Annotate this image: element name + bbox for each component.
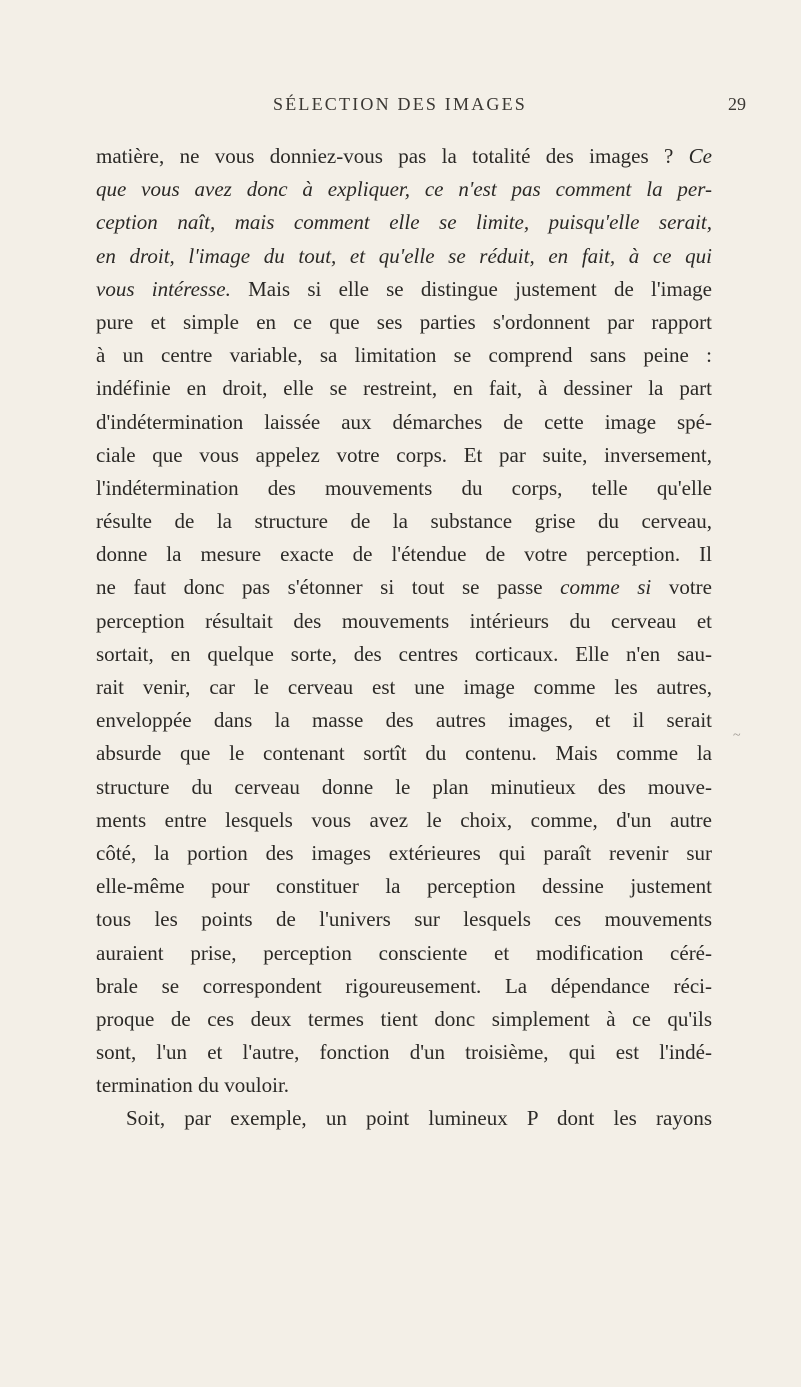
text-line: ception naît, mais comment elle se limite, puisqu'elle serait, <box>96 210 712 235</box>
text-line: rait venir, car le cerveau est une image comme les autres, <box>96 675 712 699</box>
text-line: structure du cerveau donne le plan minutieux des mouve- <box>96 774 712 799</box>
text-line: côté, la portion des images extérieures qui paraît revenir sur <box>96 840 712 865</box>
text-line: tous les points de l'univers sur lesquels ces mouvements <box>96 907 712 932</box>
text-line: sortait, en quelque sorte, des centres corticaux. Elle n'en sau- <box>96 641 712 666</box>
text-line: que vous avez donc à expliquer, ce n'est pas comment la per- <box>96 177 712 202</box>
running-head <box>0 94 801 124</box>
margin-mark: ~ <box>733 728 741 743</box>
text-line: termination du vouloir. <box>96 1073 290 1098</box>
text-line: l'indétermination des mouvements du corps, telle qu'elle <box>96 475 712 500</box>
text-line: résulte de la structure de la substance grise du cerveau, <box>96 509 712 534</box>
body-text <box>96 140 712 1136</box>
text-line: ne faut donc pas s'étonner si tout se passe comme si votre <box>96 575 712 600</box>
text-line: matière, ne vous donniez-vous pas la totalité des images ? Ce <box>96 144 712 168</box>
text-line: vous intéresse. Mais si elle se distingue justement de l'image <box>96 276 712 301</box>
text-line: brale se correspondent rigoureusement. La dépendance réci- <box>96 973 712 998</box>
text-line: pure et simple en ce que ses parties s'ordonnent par rapport <box>96 309 712 334</box>
text-line: perception résultait des mouvements intérieurs du cerveau et <box>96 608 712 633</box>
text-line: enveloppée dans la masse des autres images, et il serait <box>96 708 712 733</box>
text-line: à un centre variable, sa limitation se comprend sans peine : <box>96 343 712 368</box>
text-line: ciale que vous appelez votre corps. Et par suite, inversement, <box>96 442 712 467</box>
text-line: proque de ces deux termes tient donc simplement à ce qu'ils <box>96 1006 712 1031</box>
text-line: elle-même pour constituer la perception dessine justement <box>96 874 712 899</box>
text-line: absurde que le contenant sortît du contenu. Mais comme la <box>96 741 712 766</box>
text-line: donne la mesure exacte de l'étendue de votre perception. Il <box>96 542 712 567</box>
text-line: indéfinie en droit, elle se restreint, en fait, à dessiner la part <box>96 376 712 401</box>
text-line: ments entre lesquels vous avez le choix, comme, d'un autre <box>96 807 712 832</box>
page-number: 29 <box>728 94 746 114</box>
text-line: auraient prise, perception consciente et modification céré- <box>96 940 712 965</box>
running-head-title: SÉLECTION DES IMAGES <box>273 94 527 114</box>
text-line: Soit, par exemple, un point lumineux P dont les rayons <box>126 1106 712 1131</box>
text-line: en droit, l'image du tout, et qu'elle se réduit, en fait, à ce qui <box>96 243 712 268</box>
text-line: sont, l'un et l'autre, fonction d'un troisième, qui est l'indé- <box>96 1040 712 1065</box>
text-line: d'indétermination laissée aux démarches de cette image spé- <box>96 409 712 434</box>
